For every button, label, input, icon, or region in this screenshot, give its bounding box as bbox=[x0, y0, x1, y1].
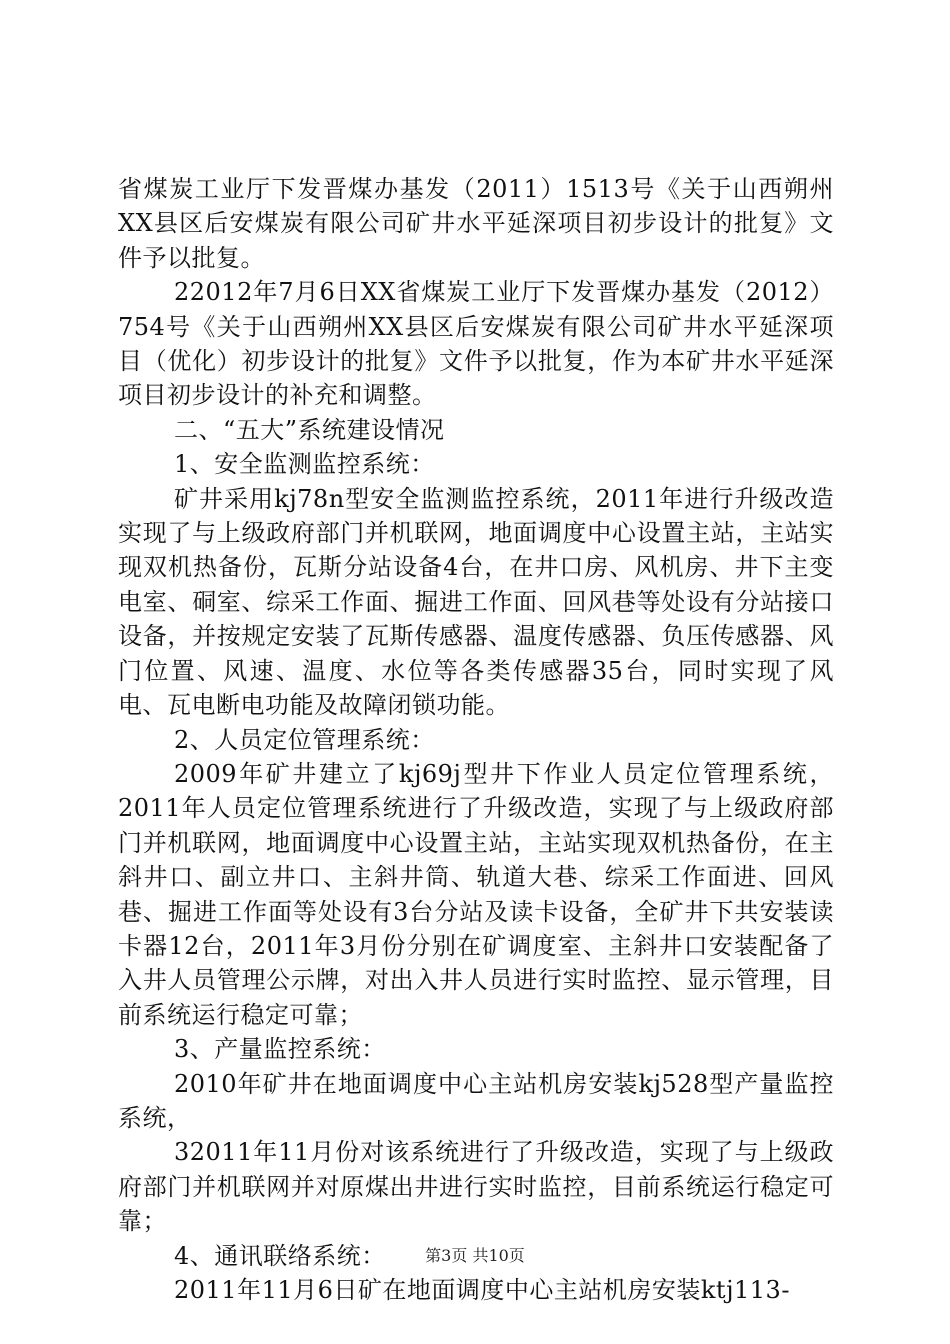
paragraph-production-monitoring: 2010年矿井在地面调度中心主站机房安装kj528型产量监控系统， bbox=[118, 1069, 834, 1132]
paragraph-safety-monitoring: 矿井采用kj78n型安全监测监控系统，2011年进行升级改造实现了与上级政府部门并机联网，地面调度中心设置主站，主站实现双机热备份，瓦斯分站设备4台，在井口房、风机房、井下主变电室、硐室、综采工作面、掘进工作面、回风巷等处设有分站接口设备，并按规定安装了瓦斯传感器、温度传感器、负压传感器、风门位置、风速、温度、水位等各类传感器35台，同时实现了风电、瓦电断电功能及故障闭锁功能。 bbox=[118, 484, 834, 720]
subheading-personnel-positioning: 2、人员定位管理系统： bbox=[174, 725, 435, 754]
paragraph-communication: 2011年11月6日矿在地面调度中心主站机房安装ktj113- bbox=[174, 1276, 790, 1304]
paragraph-personnel-positioning: 2009年矿井建立了kj69j型井下作业人员定位管理系统，2011年人员定位管理系统进行了升级改造，实现了与上级政府部门并机联网，地面调度中心设置主站，主站实现双机热备份，在主斜井口、副立井口、主斜井筒、轨道大巷、综采工作面进、回风巷、掘进工作面等处设有3台分站及读卡设备，全矿井下共安装读卡器12台，2011年3月份分别在矿调度室、主斜井口安装配备了入井人员管理公示牌，对出入井人员进行实时监控、显示管理，目前系统运行稳定可靠； bbox=[118, 759, 834, 1029]
subheading-communication: 4、通讯联络系统： bbox=[174, 1241, 386, 1270]
document-body bbox=[118, 172, 834, 1307]
subheading-production-monitoring: 3、产量监控系统： bbox=[174, 1035, 386, 1064]
paragraph-approval-2011: 省煤炭工业厅下发晋煤办基发（2011）1513号《关于山西朔州XX县区后安煤炭有限公司矿井水平延深项目初步设计的批复》文件予以批复。 bbox=[118, 175, 834, 272]
subheading-safety-monitoring: 1、安全监测监控系统： bbox=[174, 450, 435, 479]
section-heading-five-systems: 二、“五大”系统建设情况 bbox=[174, 415, 445, 444]
paragraph-approval-2012: 22012年7月6日XX省煤炭工业厅下发晋煤办基发（2012）754号《关于山西朔州XX县区后安煤炭有限公司矿井水平延深项目（优化）初步设计的批复》文件予以批复，作为本矿井水平延深项目初步设计的补充和调整。 bbox=[118, 278, 834, 410]
paragraph-production-upgrade: 32011年11月份对该系统进行了升级改造，实现了与上级政府部门并机联网并对原煤出井进行实时监控，目前系统运行稳定可靠； bbox=[118, 1138, 834, 1236]
page-footer: 第3页 共10页 bbox=[425, 1246, 525, 1265]
